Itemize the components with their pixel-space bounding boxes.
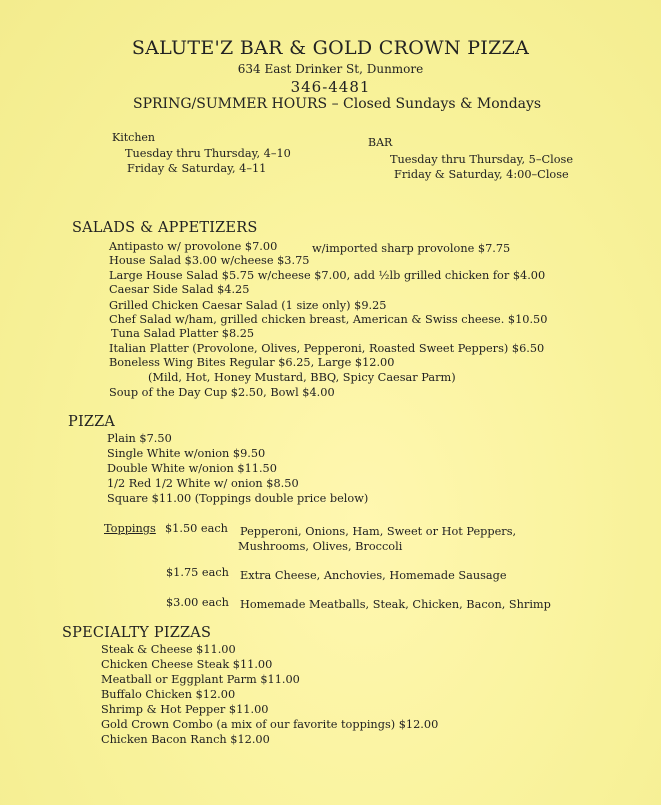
menu-item: Meatball or Eggplant Parm $11.00	[101, 673, 300, 686]
menu-item: Steak & Cheese $11.00	[101, 643, 236, 656]
bar-hours-line: Friday & Saturday, 4:00–Close	[394, 168, 569, 181]
section-heading-pizza: PIZZA	[68, 414, 116, 430]
menu-item: Boneless Wing Bites Regular $6.25, Large $12.00	[109, 356, 395, 369]
menu-item: Gold Crown Combo (a mix of our favorite toppings) $12.00	[101, 718, 439, 731]
restaurant-title: SALUTE'Z BAR & GOLD CROWN PIZZA	[131, 37, 530, 59]
section-heading-salads: SALADS & APPETIZERS	[72, 220, 258, 236]
menu-item: Double White w/onion $11.50	[107, 462, 277, 475]
phone-number: 346-4481	[290, 78, 371, 96]
hours-title: SPRING/SUMMER HOURS – Closed Sundays & Mondays	[133, 96, 542, 112]
menu-item: Chicken Bacon Ranch $12.00	[101, 733, 270, 746]
menu-item: Tuna Salad Platter $8.25	[111, 327, 255, 340]
topping-price: $1.50 each	[165, 522, 228, 535]
section-heading-specialty: SPECIALTY PIZZAS	[62, 625, 212, 641]
kitchen-hours-line: Friday & Saturday, 4–11	[127, 162, 267, 175]
menu-item: Chef Salad w/ham, grilled chicken breast, American & Swiss cheese. $10.50	[109, 313, 548, 326]
menu-item: Large House Salad $5.75 w/cheese $7.00, add ½lb grilled chicken for $4.00	[109, 269, 546, 282]
address: 634 East Drinker St, Dunmore	[237, 62, 424, 76]
topping-list: Mushrooms, Olives, Broccoli	[238, 540, 403, 553]
menu-item-note: (Mild, Hot, Honey Mustard, BBQ, Spicy Caesar Parm)	[148, 371, 456, 384]
menu-item: Soup of the Day Cup $2.50, Bowl $4.00	[109, 386, 335, 399]
bar-hours-line: Tuesday thru Thursday, 5–Close	[390, 153, 574, 166]
menu-item: Antipasto w/ provolone $7.00	[109, 240, 278, 253]
toppings-label: Toppings	[104, 522, 156, 535]
topping-list: Extra Cheese, Anchovies, Homemade Sausage	[240, 569, 507, 582]
menu-item: 1/2 Red 1/2 White w/ onion $8.50	[107, 477, 299, 490]
menu-item: Grilled Chicken Caesar Salad (1 size only) $9.25	[109, 299, 387, 312]
topping-list: Pepperoni, Onions, Ham, Sweet or Hot Peppers,	[240, 525, 517, 538]
menu-item: Italian Platter (Provolone, Olives, Pepperoni, Roasted Sweet Peppers) $6.50	[109, 342, 545, 355]
menu-item: w/imported sharp provolone $7.75	[312, 242, 511, 255]
topping-price: $1.75 each	[166, 566, 229, 579]
menu-item: Plain $7.50	[107, 432, 172, 445]
menu-item: Buffalo Chicken $12.00	[101, 688, 236, 701]
menu-item: Square $11.00 (Toppings double price below)	[107, 492, 369, 505]
menu-item: Chicken Cheese Steak $11.00	[101, 658, 273, 671]
topping-list: Homemade Meatballs, Steak, Chicken, Bacon, Shrimp	[240, 598, 551, 611]
menu-item: Single White w/onion $9.50	[107, 447, 266, 460]
kitchen-label: Kitchen	[112, 131, 155, 144]
kitchen-hours-line: Tuesday thru Thursday, 4–10	[125, 147, 291, 160]
menu-item: House Salad $3.00 w/cheese $3.75	[109, 254, 310, 267]
menu-item: Caesar Side Salad $4.25	[109, 283, 250, 296]
topping-price: $3.00 each	[166, 596, 229, 609]
bar-label: BAR	[368, 136, 393, 149]
menu-item: Shrimp & Hot Pepper $11.00	[101, 703, 269, 716]
